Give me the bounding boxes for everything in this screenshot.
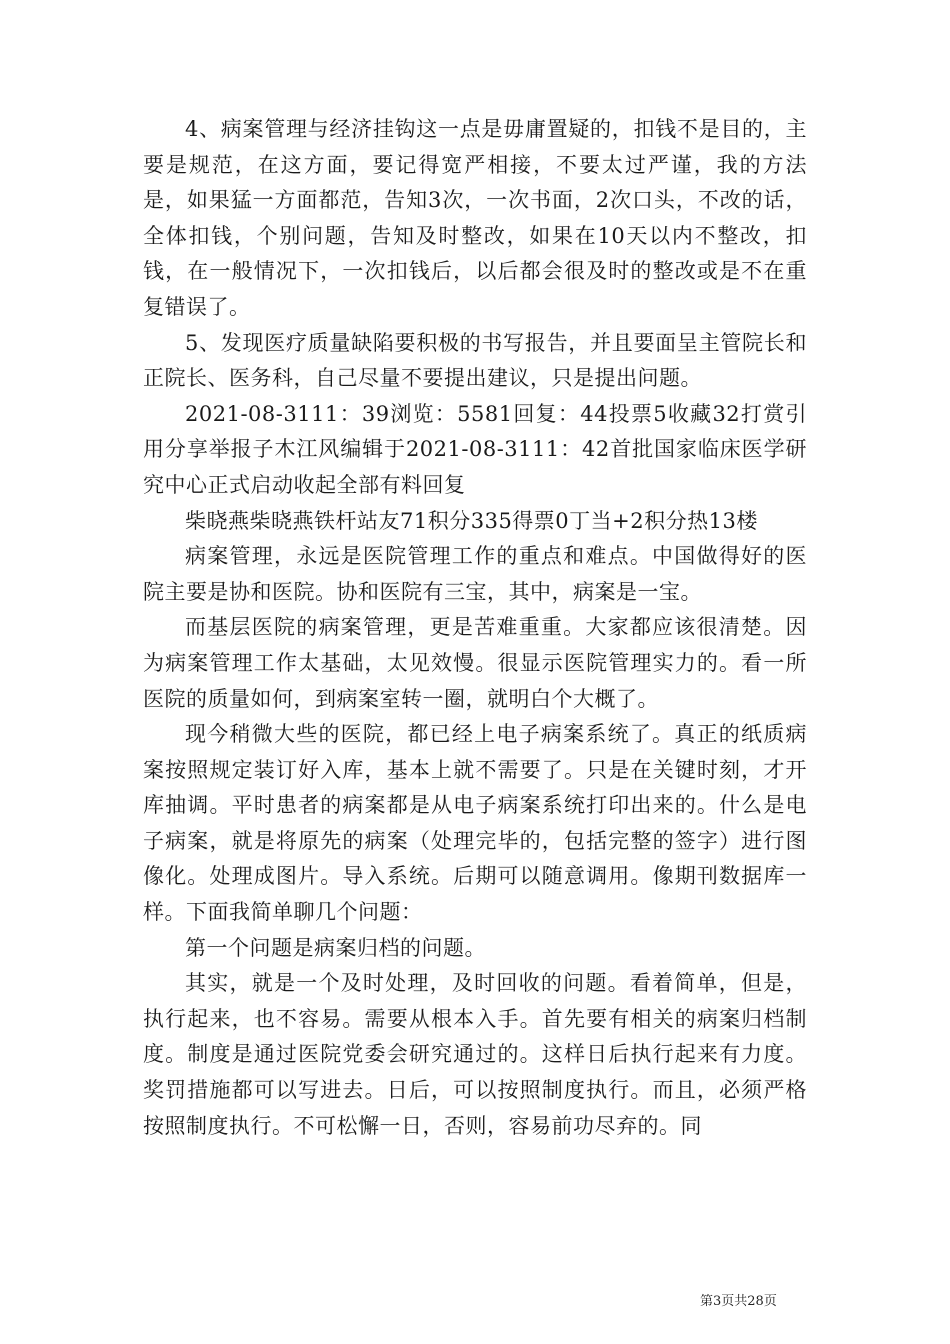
- paragraph-3: 2021-08-3111：39浏览：5581回复：44投票5收藏32打赏引用分享举报子木江风编辑于2021-08-3111：42首批国家临床医学研究中心正式启动收起全部有料回复: [143, 401, 807, 497]
- paragraph-8: 第一个问题是病案归档的问题。: [185, 935, 486, 960]
- document-body: [143, 112, 807, 1144]
- paragraph-6: 而基层医院的病案管理，更是苦难重重。大家都应该很清楚。因为病案管理工作太基础，太见效慢。很显示医院管理实力的。看一所医院的质量如何，到病案室转一圈，就明白个大概了。: [143, 615, 807, 711]
- paragraph-5: 病案管理，永远是医院管理工作的重点和难点。中国做得好的医院主要是协和医院。协和医院有三宝，其中，病案是一宝。: [143, 544, 807, 604]
- paragraph-2: 5、发现医疗质量缺陷要积极的书写报告，并且要面呈主管院长和正院长、医务科，自己尽量不要提出建议，只是提出问题。: [143, 330, 807, 391]
- paragraph-4: 柴晓燕柴晓燕铁杆站友71积分335得票0丁当+2积分热13楼: [185, 508, 758, 533]
- paragraph-9: 其实，就是一个及时处理，及时回收的问题。看着简单，但是，执行起来，也不容易。需要从根本入手。首先要有相关的病案归档制度。制度是通过医院党委会研究通过的。这样日后执行起来有力度。奖罚措施都可以写进去。日后，可以按照制度执行。而且，必须严格按照制度执行。不可松懈一日，否则，容易前功尽弃的。同: [143, 971, 807, 1138]
- page-number-footer: 第3页共28页: [700, 1294, 777, 1309]
- paragraph-1: 4、病案管理与经济挂钩这一点是毋庸置疑的，扣钱不是目的，主要是规范，在这方面，要记得宽严相接，不要太过严谨，我的方法是，如果猛一方面都范，告知3次，一次书面，2次口头，不改的话，全体扣钱，个别问题，告知及时整改，如果在10天以内不整改，扣钱，在一般情况下，一次扣钱后，以后都会很及时的整改或是不在重复错误了。: [143, 117, 807, 319]
- paragraph-7: 现今稍微大些的医院，都已经上电子病案系统了。真正的纸质病案按照规定装订好入库，基本上就不需要了。只是在关键时刻，才开库抽调。平时患者的病案都是从电子病案系统打印出来的。什么是电子病案，就是将原先的病案（处理完毕的，包括完整的签字）进行图像化。处理成图片。导入系统。后期可以随意调用。像期刊数据库一样。下面我简单聊几个问题：: [143, 722, 807, 925]
